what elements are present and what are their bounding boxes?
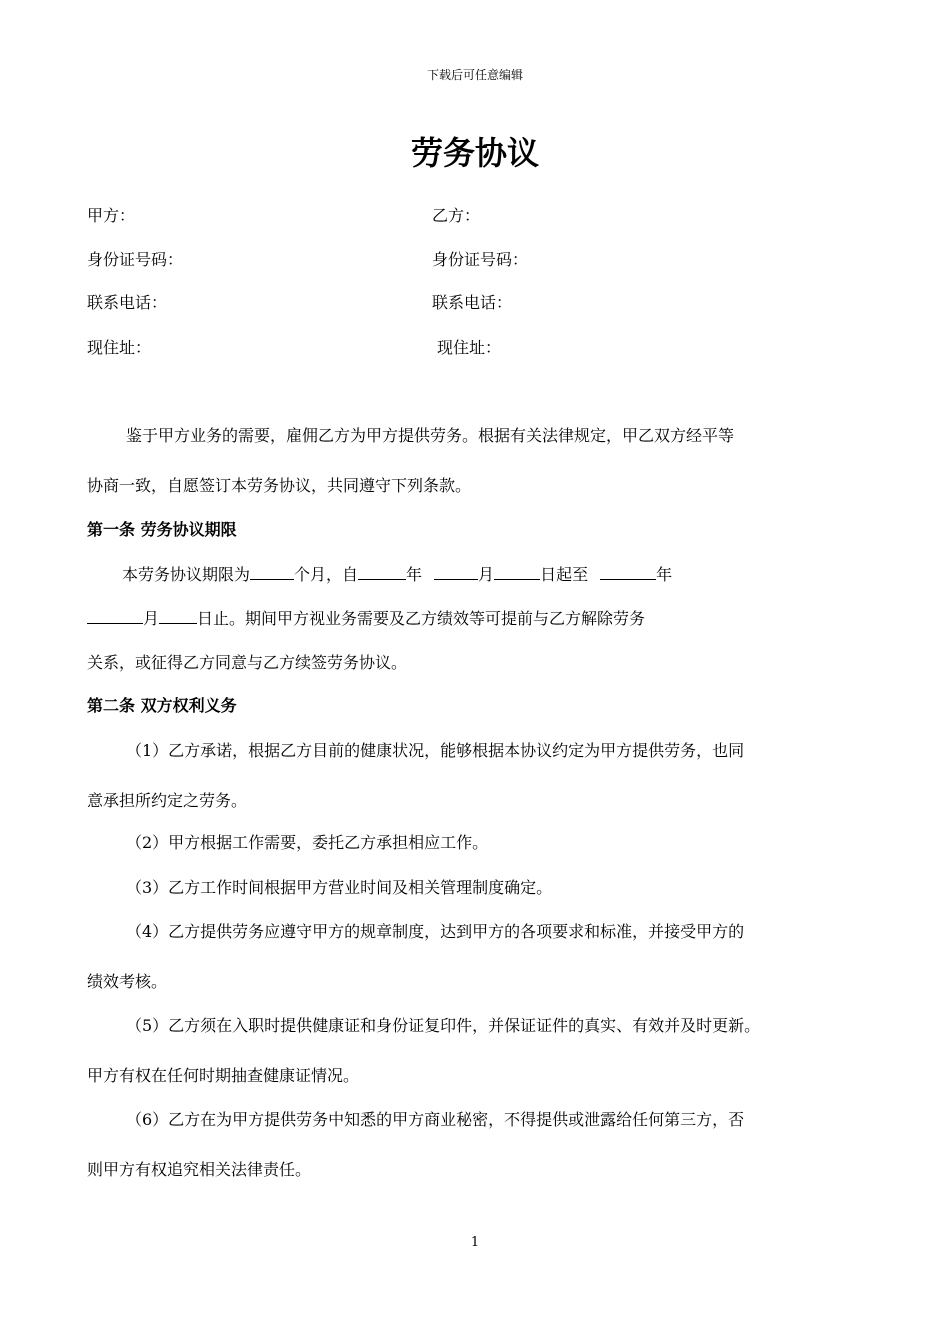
article-1-term-line [122, 561, 672, 585]
article-2-item-6-line-1: （6）乙方在为甲方提供劳务中知悉的甲方商业秘密，不得提供或泄露给任何第三方，否 [126, 1110, 745, 1129]
preamble-line-1: 鉴于甲方业务的需要，雇佣乙方为甲方提供劳务。根据有关法律规定，甲乙双方经平等 [126, 426, 735, 445]
months-blank[interactable] [250, 561, 294, 580]
article-2-heading: 第二条 双方权利义务 [87, 696, 237, 715]
article-2-item-1-line-1: （1）乙方承诺，根据乙方目前的健康状况，能够根据本协议约定为甲方提供劳务，也同 [126, 741, 745, 760]
end-year-blank[interactable] [600, 561, 656, 580]
party-b-id-label: 身份证号码： [432, 250, 529, 269]
term-text-6: 年 [656, 565, 673, 584]
party-a-phone-label: 联系电话： [87, 293, 168, 312]
term-text-7: 月 [143, 609, 160, 628]
page-number: 1 [470, 1235, 480, 1250]
document-title: 劳务协议 [410, 134, 539, 172]
party-b-name-label: 乙方： [432, 206, 481, 225]
article-2-item-1-line-2: 意承担所约定之劳务。 [87, 791, 248, 810]
article-1-line-3: 关系，或征得乙方同意与乙方续签劳务协议。 [87, 653, 408, 672]
term-text-8: 日止。期间甲方视业务需要及乙方绩效等可提前与乙方解除劳务 [197, 609, 646, 628]
article-2-item-3: （3）乙方工作时间根据甲方营业时间及相关管理制度确定。 [126, 878, 553, 897]
article-2-item-4-line-2: 绩效考核。 [87, 972, 168, 991]
article-2-item-5-line-1: （5）乙方须在入职时提供健康证和身份证复印件，并保证证件的真实、有效并及时更新。 [126, 1016, 761, 1035]
start-year-blank[interactable] [358, 561, 406, 580]
article-2-item-4-line-1: （4）乙方提供劳务应遵守甲方的规章制度，达到甲方的各项要求和标准，并接受甲方的 [126, 922, 745, 941]
party-b-phone-label: 联系电话： [432, 293, 513, 312]
term-text-1: 本劳务协议期限为 [122, 565, 251, 584]
preamble-line-2: 协商一致，自愿签订本劳务协议，共同遵守下列条款。 [87, 476, 472, 495]
article-2-item-6-line-2: 则甲方有权追究相关法律责任。 [87, 1160, 312, 1179]
start-day-blank[interactable] [494, 561, 540, 580]
article-2-item-2: （2）甲方根据工作需要，委托乙方承担相应工作。 [126, 833, 489, 852]
term-text-5: 日起至 [540, 565, 589, 584]
end-day-blank[interactable] [159, 605, 197, 624]
term-text-4: 月 [478, 565, 495, 584]
article-2-item-5-line-2: 甲方有权在任何时期抽查健康证情况。 [87, 1066, 360, 1085]
end-month-blank[interactable] [87, 605, 143, 624]
party-b-address-label: 现住址： [437, 338, 502, 357]
party-a-name-label: 甲方： [87, 206, 136, 225]
term-text-2: 个月，自 [294, 565, 359, 584]
page-header: 下载后可任意编辑 [426, 68, 523, 82]
term-text-3: 年 [406, 565, 423, 584]
party-a-address-label: 现住址： [87, 338, 152, 357]
party-a-id-label: 身份证号码： [87, 250, 184, 269]
article-1-term-line-2 [87, 605, 645, 629]
article-1-heading: 第一条 劳务协议期限 [87, 520, 237, 539]
start-month-blank[interactable] [434, 561, 478, 580]
